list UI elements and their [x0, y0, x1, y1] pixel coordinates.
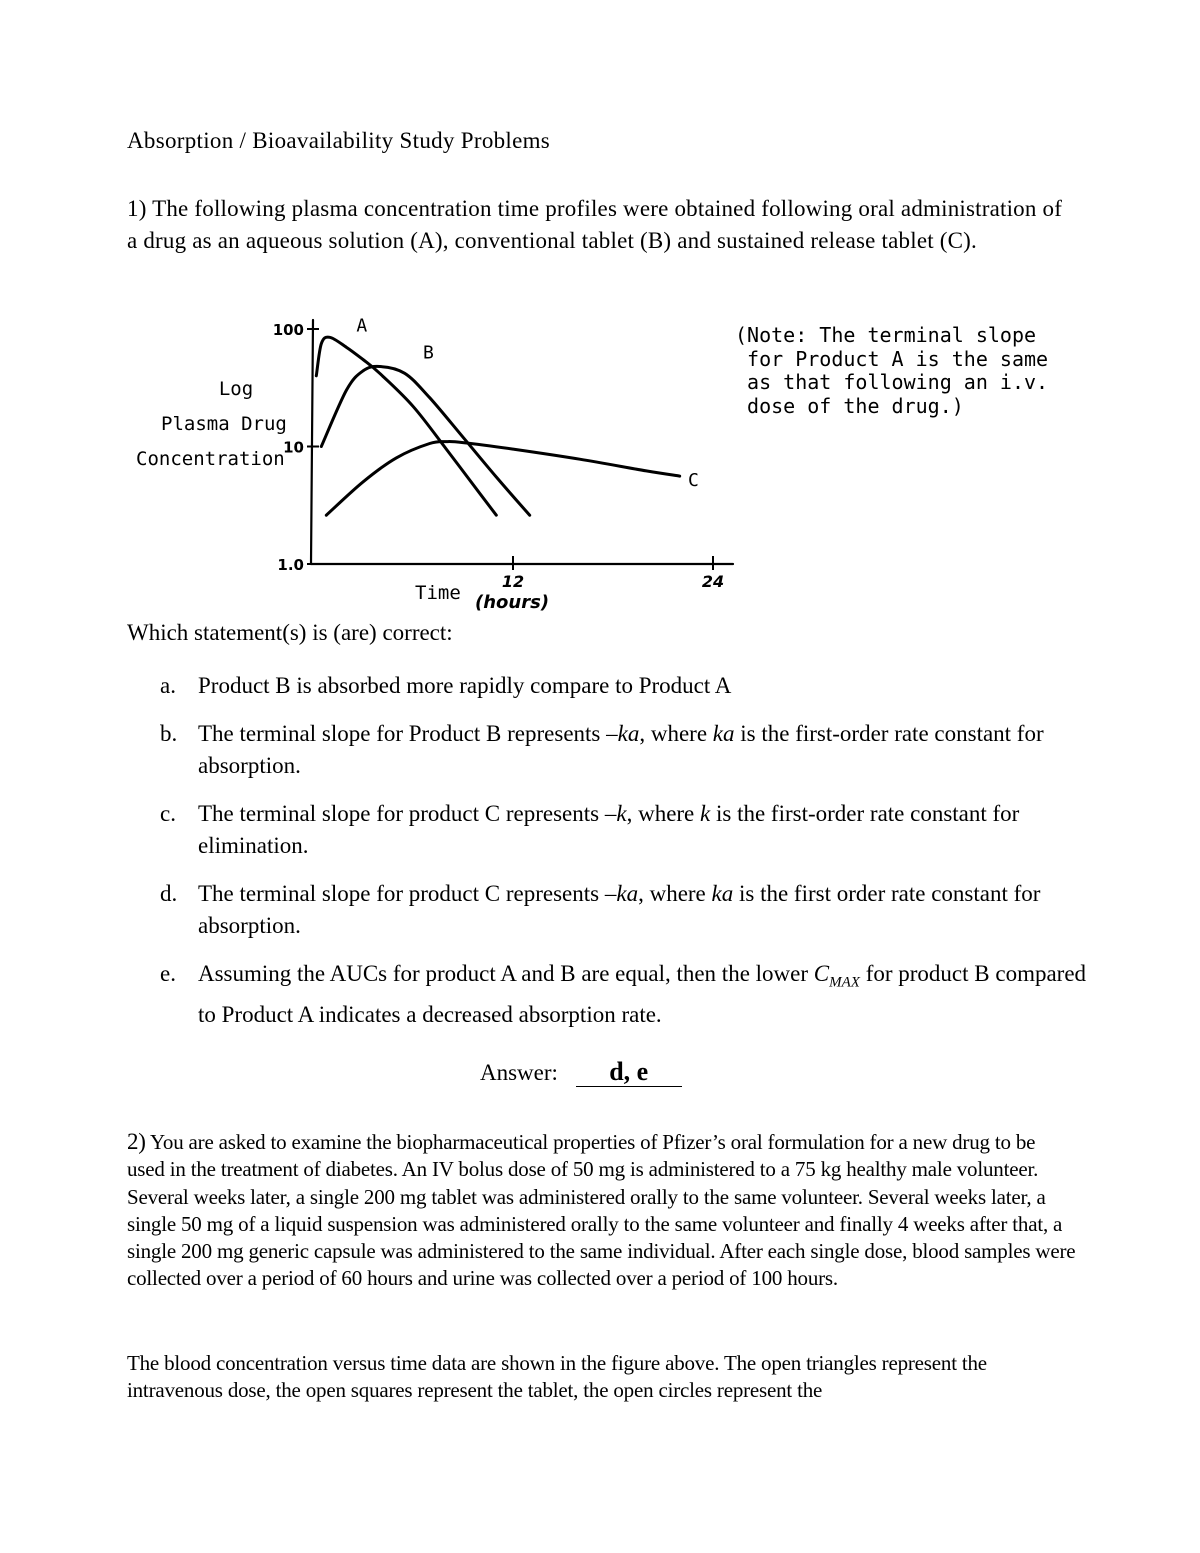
answer-value: d, e	[576, 1058, 682, 1087]
y-axis-label-line: Plasma Drug	[161, 413, 287, 435]
x-axis-unit: (hours)	[475, 592, 550, 613]
question-prompt: Which statement(s) is (are) correct:	[127, 620, 453, 645]
option-text-part: MAX	[829, 974, 860, 991]
x-tick-label: 24	[701, 572, 725, 591]
y-axis-label-line: Concentration	[136, 448, 285, 470]
page-title: Absorption / Bioavailability Study Problems	[127, 128, 551, 153]
question-2-number: 2)	[127, 1129, 146, 1154]
option-b	[160, 718, 1090, 782]
x-axis-label: Time	[415, 582, 461, 604]
option-text-part: is the first-order rate constant for absorption.	[198, 721, 1044, 778]
series-line-c	[326, 442, 679, 516]
option-text-part: ka	[617, 721, 640, 746]
option-text-part: The terminal slope for Product B represents –	[198, 721, 618, 746]
option-text-part: k	[700, 801, 711, 826]
option-text-part: k	[616, 801, 627, 826]
answer-options	[160, 670, 1090, 1047]
option-text	[198, 718, 1090, 782]
chart-note: (Note: The terminal slope for Product A is the same as that following an i.v. dose of the drug.)	[735, 323, 1049, 418]
option-text-part: ka	[711, 881, 734, 906]
option-text-part: C	[813, 961, 830, 986]
option-text-part: for product B compared to Product A indicates a decreased absorption rate.	[198, 961, 1087, 1027]
option-text-part: is the first-order rate constant for elimination.	[198, 801, 1020, 858]
option-text-part: , where	[638, 881, 712, 906]
question-2-text: You are asked to examine the biopharmaceutical properties of Pfizer’s oral formulation for a new drug to be used in the treatment of diabetes. An IV bolus dose of 50 mg is administered to a 75 kg healthy male volunteer. Several weeks later, a single 200 mg tablet was administered orally to the same volunteer. Several weeks later, a single 50 mg of a liquid suspension was administered orally to the same volunteer and finally 4 weeks after that, a single 200 mg generic capsule was administered to the same individual. After each single dose, blood samples were collected over a period of 60 hours and urine was collected over a period of 100 hours.	[127, 1130, 1076, 1291]
option-text	[198, 958, 1090, 1031]
series-label-a: A	[356, 315, 368, 337]
x-tick-label: 12	[501, 572, 525, 591]
option-a	[160, 670, 1090, 702]
series-label-c: C	[688, 470, 699, 492]
option-text-part: ka	[616, 881, 639, 906]
question-2-paragraph	[127, 1128, 1077, 1293]
option-text	[198, 798, 1090, 862]
option-text-part: ka	[712, 721, 735, 746]
option-text-part: is the first order rate constant for absorption.	[198, 881, 1041, 938]
option-text-part: , where	[639, 721, 713, 746]
option-label: b.	[160, 721, 178, 746]
option-text-part: Product B is absorbed more rapidly compare to Product A	[198, 673, 732, 698]
option-label: e.	[160, 961, 176, 986]
option-label: a.	[160, 673, 176, 698]
y-tick-label: 10	[283, 438, 304, 457]
question-2-paragraph-2: The blood concentration versus time data are shown in the figure above. The open triangles represent the intravenous dose, the open squares represent the tablet, the open circles represent the	[127, 1351, 987, 1403]
option-e	[160, 958, 1090, 1031]
option-c	[160, 798, 1090, 862]
option-label: d.	[160, 881, 178, 906]
y-axis-label-line: Log	[218, 378, 254, 400]
option-text	[198, 878, 1090, 942]
y-tick-label: 100	[272, 321, 304, 339]
y-axis	[311, 320, 313, 564]
series-label-b: B	[423, 342, 434, 364]
option-d	[160, 878, 1090, 942]
option-label: c.	[160, 801, 176, 826]
option-text-part: Assuming the AUCs for product A and B are equal, then the lower	[198, 961, 814, 986]
question-1-text: 1) The following plasma concentration time profiles were obtained following oral administration of a drug as an aqueous solution (A), conventional tablet (B) and sustained release tablet (C).	[127, 196, 1063, 253]
option-text	[198, 670, 1090, 702]
series-line-a	[316, 337, 496, 515]
answer-line	[480, 1058, 682, 1087]
option-text-part: , where	[626, 801, 701, 826]
y-tick-label: 1.0	[277, 556, 304, 574]
answer-label: Answer:	[480, 1060, 558, 1085]
option-text-part: The terminal slope for product C represents –	[198, 881, 617, 906]
option-text-part: The terminal slope for product C represents –	[198, 801, 617, 826]
